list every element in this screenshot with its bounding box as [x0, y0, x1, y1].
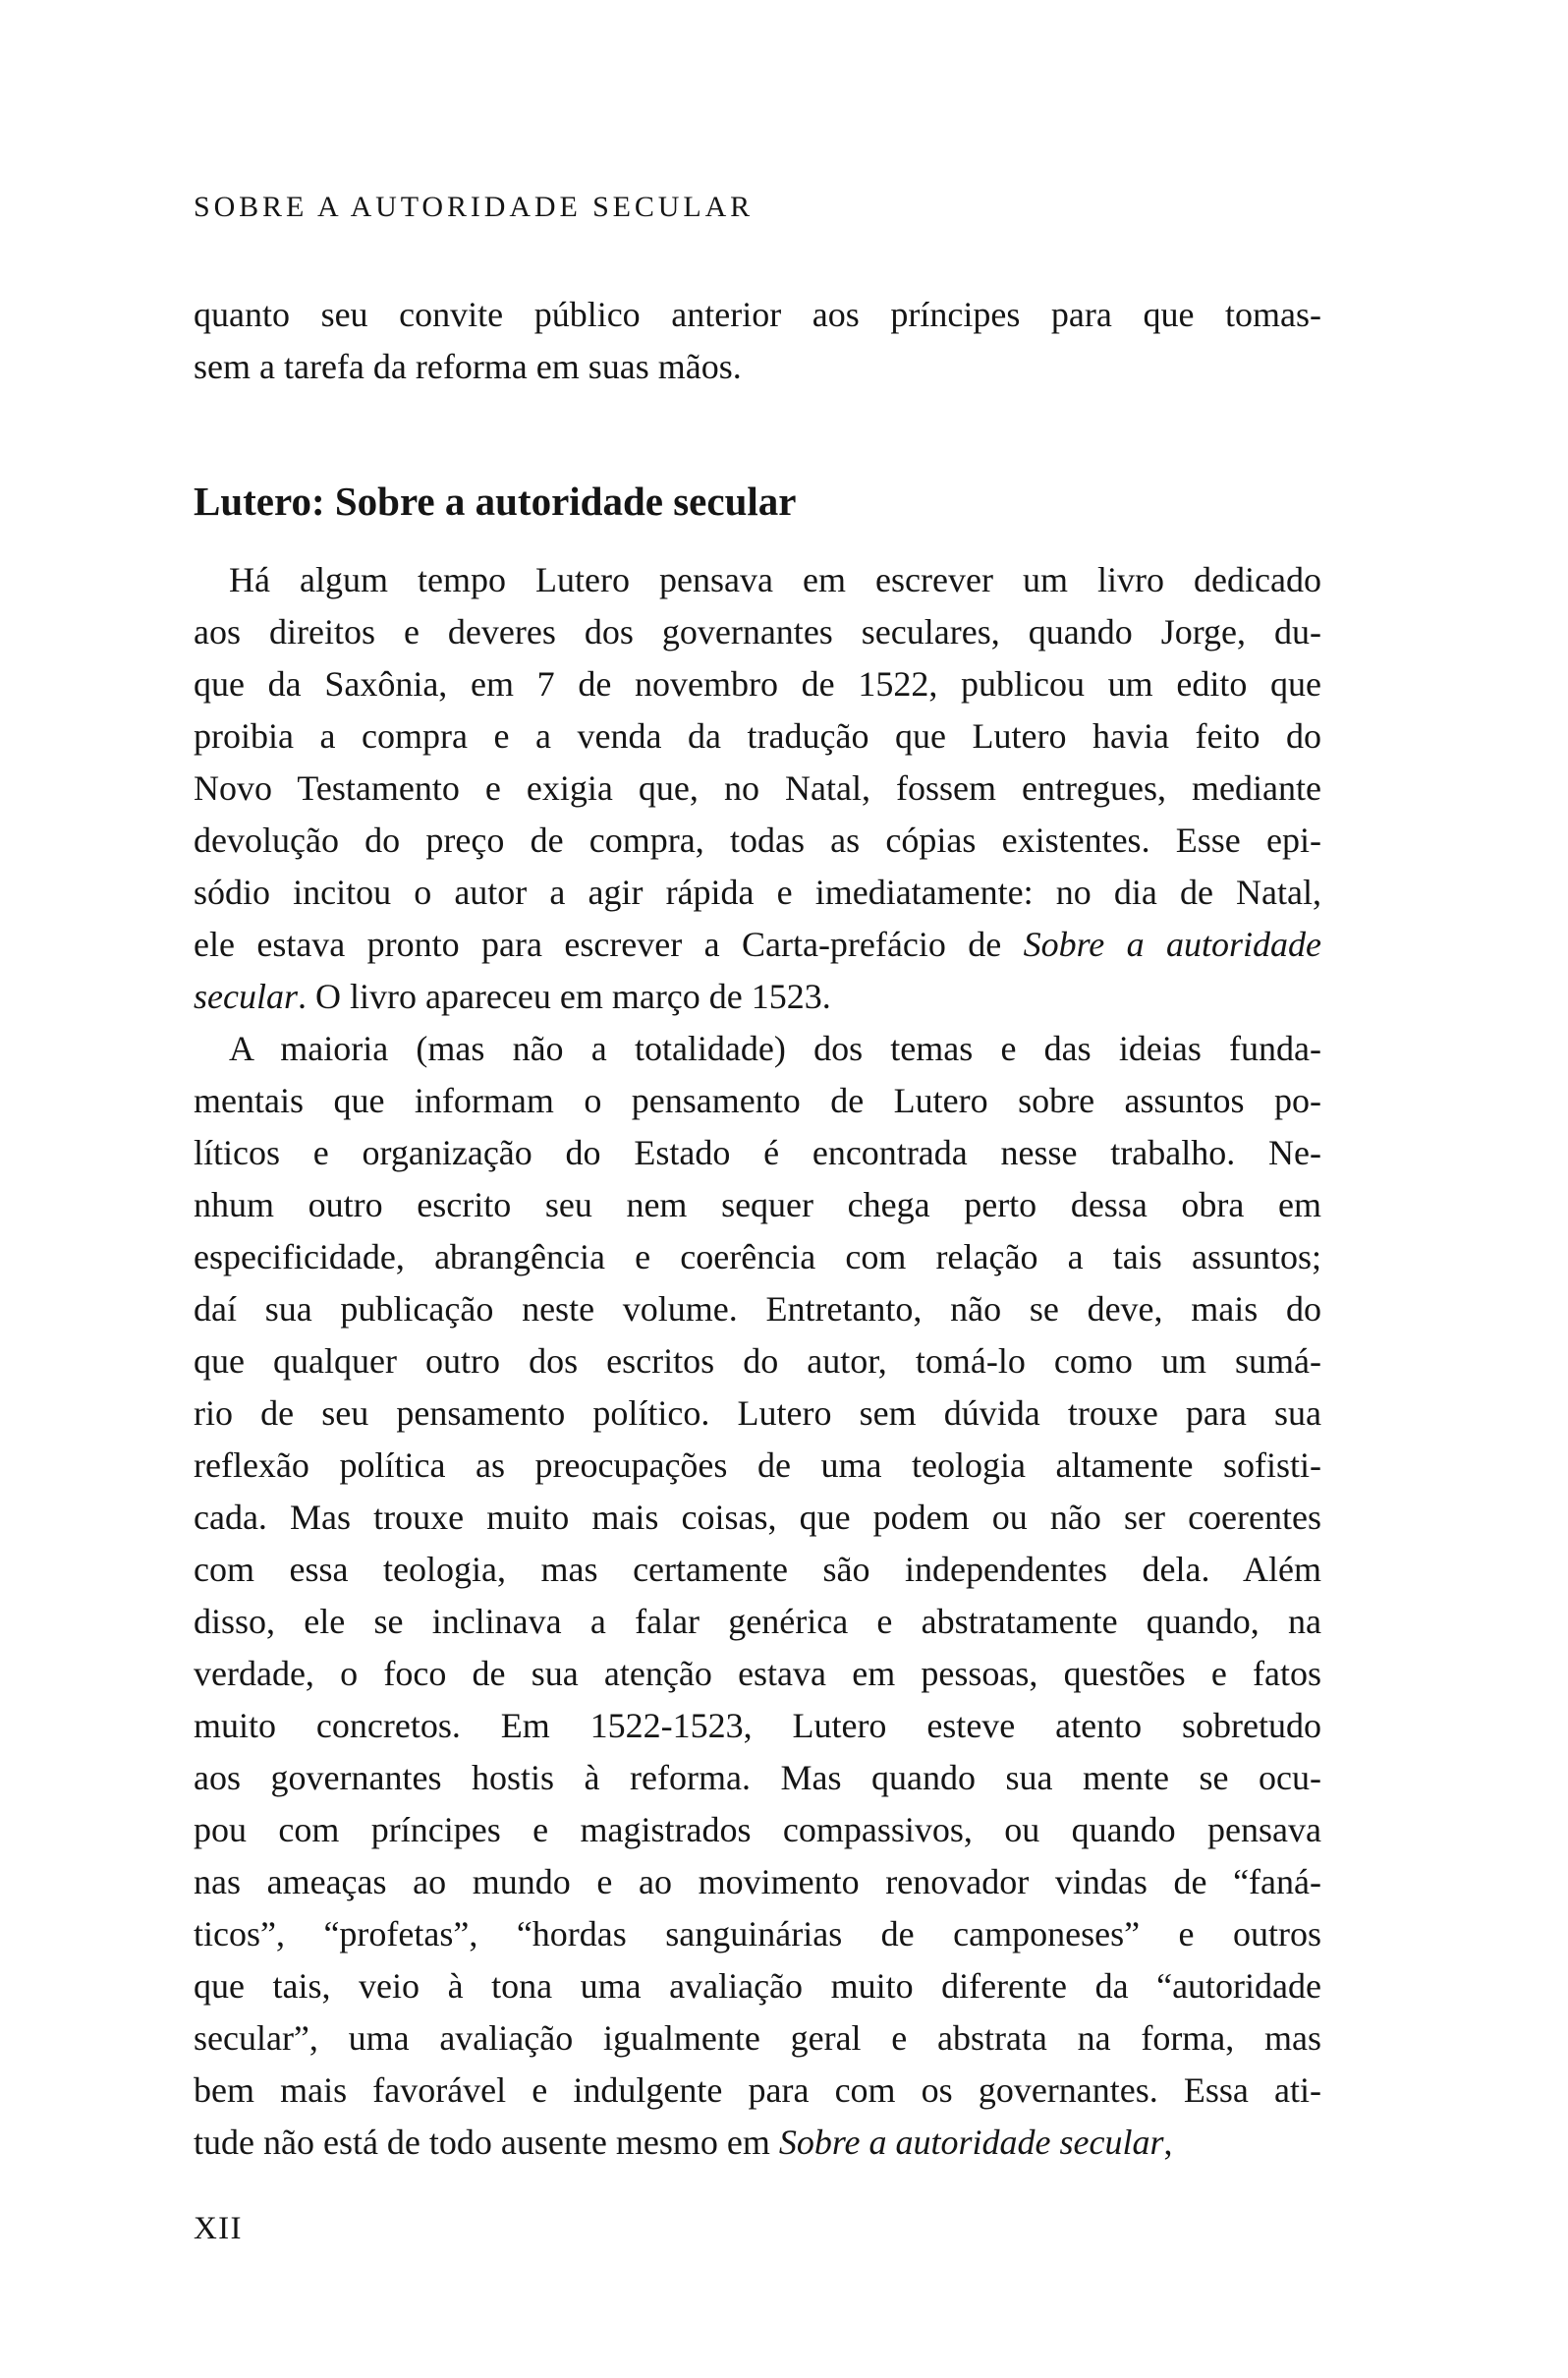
text-segment: que tais, veio à tona uma avaliação muito diferente da “autoridade: [194, 1966, 1321, 2006]
text-segment: ele estava pronto para escrever a Carta-prefácio de: [194, 925, 1024, 964]
text-segment: nhum outro escrito seu nem sequer chega perto dessa obra em: [194, 1185, 1321, 1224]
text-line: [194, 1127, 1321, 1179]
page-number: XII: [194, 2211, 243, 2246]
text-line: [194, 606, 1321, 658]
text-segment: que da Saxônia, em 7 de novembro de 1522, publicou um edito que: [194, 664, 1321, 704]
text-segment: ,: [1163, 2123, 1173, 2162]
text-segment: secular”, uma avaliação igualmente geral e abstrata na forma, mas: [194, 2018, 1321, 2058]
text-line: [194, 971, 1321, 1023]
paragraph-avaliacao-da-obra: [194, 1023, 1321, 2169]
text-line: [194, 1648, 1321, 1700]
text-segment: Há algum tempo Lutero pensava em escrever um livro dedicado: [229, 560, 1321, 599]
text-segment: mentais que informam o pensamento de Lutero sobre assuntos po-: [194, 1081, 1321, 1120]
text-line: [194, 1283, 1321, 1335]
text-segment: reflexão política as preocupações de uma teologia altamente sofisti-: [194, 1445, 1321, 1485]
italic-text-segment: Sobre a autoridade secular: [778, 2123, 1164, 2162]
text-line: [194, 1596, 1321, 1648]
text-segment: aos direitos e deveres dos governantes seculares, quando Jorge, du-: [194, 612, 1321, 651]
text-segment: pou com príncipes e magistrados compassivos, ou quando pensava: [194, 1810, 1321, 1849]
text-segment: aos governantes hostis à reforma. Mas quando sua mente se ocu-: [194, 1758, 1321, 1797]
text-line: [194, 1335, 1321, 1387]
text-segment: Novo Testamento e exigia que, no Natal, fossem entregues, mediante: [194, 768, 1321, 808]
text-line: [194, 710, 1321, 763]
text-segment: cada. Mas trouxe muito mais coisas, que podem ou não ser coerentes: [194, 1498, 1321, 1537]
text-segment: bem mais favorável e indulgente para com os governantes. Essa ati-: [194, 2070, 1321, 2110]
paragraph-historia-do-livro: [194, 554, 1321, 1023]
text-line: [194, 554, 1321, 606]
text-segment: ticos”, “profetas”, “hordas sanguinárias de camponeses” e outros: [194, 1914, 1321, 1953]
text-line: [194, 1387, 1321, 1440]
text-segment: verdade, o foco de sua atenção estava em pessoas, questões e fatos: [194, 1654, 1321, 1693]
text-segment: muito concretos. Em 1522-1523, Lutero esteve atento sobretudo: [194, 1706, 1321, 1745]
text-line: [194, 867, 1321, 919]
paragraph-intro-continuation: [194, 289, 1321, 393]
text-line: [194, 1908, 1321, 1960]
text-line: [194, 1960, 1321, 2012]
text-segment: daí sua publicação neste volume. Entretanto, não se deve, mais do: [194, 1289, 1321, 1329]
running-head: SOBRE A AUTORIDADE SECULAR: [194, 191, 755, 223]
text-segment: . O livro apareceu em março de 1523.: [297, 977, 831, 1016]
text-line: [194, 1075, 1321, 1127]
text-line: [194, 2117, 1321, 2169]
text-line: [194, 1752, 1321, 1804]
text-line: [194, 1804, 1321, 1856]
text-segment: sódio incitou o autor a agir rápida e imediatamente: no dia de Natal,: [194, 873, 1321, 912]
italic-text-segment: secular: [194, 977, 298, 1016]
text-segment: quanto seu convite público anterior aos príncipes para que tomas-: [194, 295, 1321, 334]
text-segment: líticos e organização do Estado é encontrada nesse trabalho. Ne-: [194, 1133, 1321, 1172]
text-segment: proibia a compra e a venda da tradução que Lutero havia feito do: [194, 716, 1321, 756]
text-segment: rio de seu pensamento político. Lutero sem dúvida trouxe para sua: [194, 1393, 1321, 1433]
text-line: [194, 2065, 1321, 2117]
text-line: [194, 341, 1321, 393]
text-line: [194, 1492, 1321, 1544]
text-line: [194, 289, 1321, 341]
text-segment: disso, ele se inclinava a falar genérica e abstratamente quando, na: [194, 1602, 1321, 1641]
text-line: [194, 1544, 1321, 1596]
italic-text-segment: Sobre a autoridade: [1023, 925, 1321, 964]
text-line: [194, 658, 1321, 710]
section-heading: Lutero: Sobre a autoridade secular: [194, 479, 797, 525]
text-segment: que qualquer outro dos escritos do autor, tomá-lo como um sumá-: [194, 1341, 1321, 1381]
text-line: [194, 1700, 1321, 1752]
text-segment: tude não está de todo ausente mesmo em: [194, 2123, 779, 2162]
text-line: [194, 1023, 1321, 1075]
text-segment: nas ameaças ao mundo e ao movimento renovador vindas de “faná-: [194, 1862, 1321, 1901]
text-line: [194, 1856, 1321, 1908]
text-line: [194, 2012, 1321, 2065]
text-segment: sem a tarefa da reforma em suas mãos.: [194, 347, 742, 386]
text-segment: A maioria (mas não a totalidade) dos temas e das ideias funda-: [229, 1029, 1321, 1068]
text-line: [194, 1179, 1321, 1231]
text-segment: devolução do preço de compra, todas as cópias existentes. Esse epi-: [194, 821, 1321, 860]
text-line: [194, 1440, 1321, 1492]
text-line: [194, 919, 1321, 971]
text-line: [194, 1231, 1321, 1283]
text-segment: especificidade, abrangência e coerência com relação a tais assuntos;: [194, 1237, 1321, 1276]
text-line: [194, 763, 1321, 815]
text-line: [194, 815, 1321, 867]
text-segment: com essa teologia, mas certamente são independentes dela. Além: [194, 1550, 1321, 1589]
